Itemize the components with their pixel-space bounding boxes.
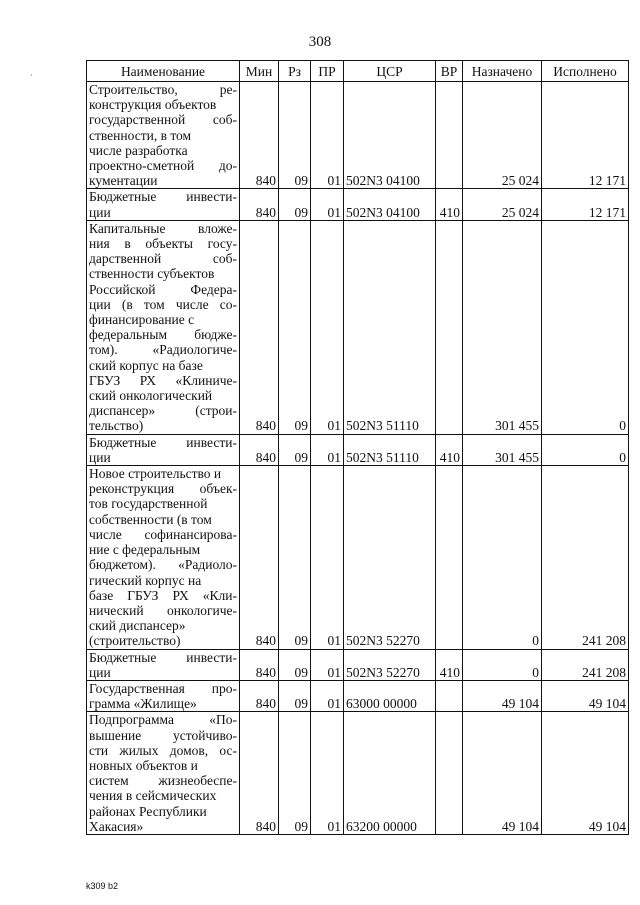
- row-executed-cell: 0: [542, 220, 629, 434]
- row-pr-cell: 01: [311, 680, 344, 711]
- row-name-cell: [87, 680, 240, 711]
- row-executed-cell: 12 171: [542, 189, 629, 220]
- table-row: [87, 220, 629, 434]
- name-line: районах Республики: [89, 803, 207, 819]
- row-pr-cell: 01: [311, 434, 344, 465]
- name-line: тов государственной: [89, 496, 208, 512]
- row-assigned-cell: 301 455: [463, 220, 542, 434]
- row-executed-cell: 0: [542, 434, 629, 465]
- row-vr-cell: 410: [436, 649, 463, 680]
- name-line: гический корпус на: [89, 572, 202, 588]
- name-line: систем жизнеобеспе-: [89, 773, 237, 789]
- name-line: числе софинансирова-: [89, 526, 237, 542]
- name-line: числе разработка: [89, 142, 188, 158]
- name-line: дарственной соб-: [89, 251, 237, 267]
- row-assigned-cell: 25 024: [463, 82, 542, 189]
- row-vr-cell: [436, 712, 463, 835]
- header-rz: Рз: [279, 61, 311, 82]
- name-line: сти жилых домов, ос-: [89, 742, 237, 758]
- name-line: ции: [89, 664, 111, 680]
- name-line: Бюджетные инвести-: [89, 189, 237, 205]
- row-csr-cell: 63200 00000: [344, 712, 436, 835]
- name-line: Строительство, ре-: [89, 82, 237, 97]
- header-vr: ВР: [436, 61, 463, 82]
- name-line: ский корпус на базе: [89, 357, 203, 373]
- row-csr-cell: 502N3 04100: [344, 189, 436, 220]
- row-csr-cell: 502N3 04100: [344, 82, 436, 189]
- name-line: Российской Федера-: [89, 281, 237, 297]
- row-csr-cell: 502N3 52270: [344, 649, 436, 680]
- page-number: 308: [308, 34, 332, 50]
- name-line: кументации: [89, 173, 158, 189]
- row-min-cell: 840: [240, 649, 279, 680]
- row-executed-cell: 12 171: [542, 82, 629, 189]
- table-row: [87, 434, 629, 465]
- row-min-cell: 840: [240, 712, 279, 835]
- row-assigned-cell: 49 104: [463, 712, 542, 835]
- table-row: [87, 649, 629, 680]
- row-vr-cell: [436, 466, 463, 649]
- row-assigned-cell: 49 104: [463, 680, 542, 711]
- name-line: вышение устойчиво-: [89, 727, 237, 743]
- header-assigned: Назначено: [463, 61, 542, 82]
- name-line: том). «Радиологиче-: [89, 342, 237, 358]
- name-line: Новое строительство и: [89, 466, 222, 482]
- name-line: тельство): [89, 418, 144, 434]
- row-executed-cell: 49 104: [542, 712, 629, 835]
- table-body: [87, 82, 629, 835]
- name-line: ния в объекты госу-: [89, 236, 237, 252]
- name-line: конструкция объектов: [89, 97, 217, 113]
- row-name-cell: [87, 220, 240, 434]
- row-vr-cell: [436, 220, 463, 434]
- name-line: ственности субъектов: [89, 266, 215, 282]
- row-assigned-cell: 301 455: [463, 434, 542, 465]
- name-line: ГБУЗ РХ «Клиниче-: [89, 372, 237, 388]
- name-line: базе ГБУЗ РХ «Кли-: [89, 587, 237, 603]
- table-header: [87, 61, 629, 82]
- table-row: [87, 712, 629, 835]
- name-line: ский онкологический: [89, 388, 213, 404]
- name-line: Капитальные вложе-: [89, 220, 237, 236]
- table-row: [87, 680, 629, 711]
- row-assigned-cell: 0: [463, 466, 542, 649]
- row-name-cell: [87, 712, 240, 835]
- row-min-cell: 840: [240, 466, 279, 649]
- row-name-cell: [87, 434, 240, 465]
- row-rz-cell: 09: [279, 466, 311, 649]
- header-row: [87, 61, 629, 82]
- row-rz-cell: 09: [279, 712, 311, 835]
- row-min-cell: 840: [240, 82, 279, 189]
- row-vr-cell: [436, 680, 463, 711]
- row-name-cell: [87, 466, 240, 649]
- row-min-cell: 840: [240, 434, 279, 465]
- row-executed-cell: 241 208: [542, 466, 629, 649]
- name-line: федеральным бюдже-: [89, 327, 237, 343]
- name-line: государственной соб-: [89, 112, 237, 128]
- row-pr-cell: 01: [311, 220, 344, 434]
- row-vr-cell: 410: [436, 189, 463, 220]
- row-name-cell: [87, 82, 240, 189]
- table-row: [87, 189, 629, 220]
- row-csr-cell: 502N3 51110: [344, 434, 436, 465]
- row-rz-cell: 09: [279, 220, 311, 434]
- name-line: Бюджетные инвести-: [89, 434, 237, 450]
- row-pr-cell: 01: [311, 466, 344, 649]
- row-name-cell: [87, 649, 240, 680]
- footer-code: k309 b2: [86, 881, 119, 891]
- row-vr-cell: 410: [436, 434, 463, 465]
- header-csr: ЦСР: [344, 61, 436, 82]
- name-line: ский диспансер»: [89, 618, 186, 634]
- row-csr-cell: 502N3 52270: [344, 466, 436, 649]
- name-line: грамма «Жилище»: [89, 696, 197, 712]
- row-rz-cell: 09: [279, 82, 311, 189]
- name-line: финансирование с: [89, 312, 195, 328]
- name-line: Государственная про-: [89, 680, 237, 696]
- row-executed-cell: 241 208: [542, 649, 629, 680]
- name-line: (строительство): [89, 633, 181, 649]
- row-vr-cell: [436, 82, 463, 189]
- row-rz-cell: 09: [279, 680, 311, 711]
- budget-table: [86, 60, 629, 835]
- name-line: ции (в том числе со-: [89, 296, 237, 312]
- name-line: Подпрограмма «По-: [89, 712, 237, 728]
- name-line: Бюджетные инвести-: [89, 649, 237, 665]
- name-line: ние с федеральным: [89, 542, 201, 558]
- name-line: ции: [89, 449, 111, 465]
- table-row: [87, 82, 629, 189]
- name-line: новных объектов и: [89, 757, 198, 773]
- table-row: [87, 466, 629, 649]
- header-pr: ПР: [311, 61, 344, 82]
- row-pr-cell: 01: [311, 189, 344, 220]
- name-line: проектно-сметной до-: [89, 158, 237, 174]
- row-min-cell: 840: [240, 189, 279, 220]
- row-min-cell: 840: [240, 680, 279, 711]
- row-executed-cell: 49 104: [542, 680, 629, 711]
- name-line: чения в сейсмических: [89, 788, 217, 804]
- row-csr-cell: 63000 00000: [344, 680, 436, 711]
- name-line: реконструкция объек-: [89, 481, 237, 497]
- name-line: собственности (в том: [89, 511, 212, 527]
- row-name-cell: [87, 189, 240, 220]
- row-min-cell: 840: [240, 220, 279, 434]
- name-line: бюджетом). «Радиоло-: [89, 557, 237, 573]
- row-rz-cell: 09: [279, 649, 311, 680]
- margin-mark: ·: [30, 70, 33, 80]
- name-line: ции: [89, 204, 111, 220]
- row-rz-cell: 09: [279, 434, 311, 465]
- row-rz-cell: 09: [279, 189, 311, 220]
- header-executed: Исполнено: [542, 61, 629, 82]
- row-assigned-cell: 0: [463, 649, 542, 680]
- row-pr-cell: 01: [311, 712, 344, 835]
- name-line: диспансер» (строи-: [89, 403, 237, 419]
- name-line: ственности, в том: [89, 127, 192, 143]
- row-csr-cell: 502N3 51110: [344, 220, 436, 434]
- header-min: Мин: [240, 61, 279, 82]
- row-pr-cell: 01: [311, 82, 344, 189]
- row-assigned-cell: 25 024: [463, 189, 542, 220]
- row-pr-cell: 01: [311, 649, 344, 680]
- name-line: нический онкологиче-: [89, 602, 237, 618]
- header-name: Наименование: [87, 61, 240, 82]
- name-line: Хакасия»: [89, 818, 144, 834]
